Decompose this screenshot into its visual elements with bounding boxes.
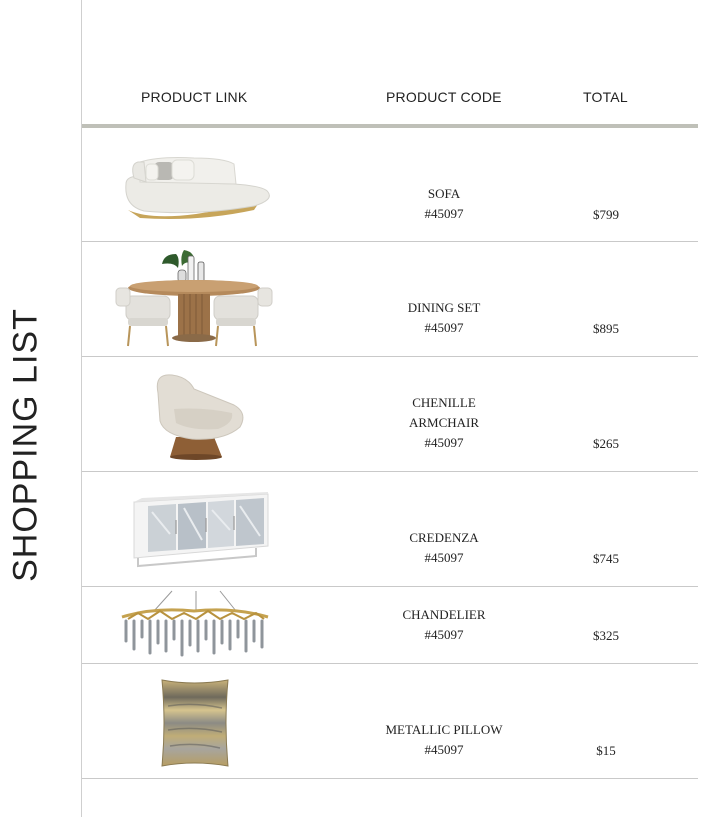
table-row (82, 242, 698, 357)
product-name: METALLIC PILLOW (385, 722, 503, 737)
table-row (82, 664, 698, 779)
product-code-cell (384, 720, 504, 760)
product-code-cell (384, 605, 504, 645)
header-total: TOTAL (583, 89, 628, 105)
header-product-code: PRODUCT CODE (386, 89, 502, 105)
product-code-cell (384, 184, 504, 224)
product-name: DINING SET (407, 300, 481, 315)
product-total: $895 (593, 321, 619, 336)
product-name: SOFA (427, 186, 461, 201)
product-name: CHENILLE ARMCHAIR (408, 395, 480, 430)
product-total: $265 (593, 436, 619, 451)
side-title (0, 0, 52, 817)
product-total: $799 (593, 207, 619, 222)
pillow-image[interactable] (114, 676, 274, 770)
dining-set-image[interactable] (114, 246, 274, 350)
product-total: $745 (593, 551, 619, 566)
product-code: #45097 (424, 550, 464, 565)
product-code: #45097 (424, 206, 464, 221)
armchair-image[interactable] (114, 369, 274, 461)
product-code: #45097 (424, 742, 464, 757)
product-total: $15 (596, 743, 616, 758)
curved-sofa-image[interactable] (114, 154, 274, 224)
product-name: CHANDELIER (402, 607, 486, 622)
shopping-list-title: SHOPPING LIST (6, 308, 45, 582)
product-code: #45097 (424, 435, 464, 450)
product-total: $325 (593, 628, 619, 643)
table-row (82, 472, 698, 587)
product-code-cell (384, 528, 504, 568)
table-row (82, 357, 698, 472)
product-name: CREDENZA (409, 530, 479, 545)
product-code: #45097 (424, 320, 464, 335)
header-product-link: PRODUCT LINK (141, 89, 248, 105)
product-code-cell (384, 393, 504, 453)
product-code: #45097 (424, 627, 464, 642)
product-code-cell (384, 298, 504, 338)
table-row (82, 587, 698, 664)
credenza-image[interactable] (114, 490, 274, 570)
table-row (82, 128, 698, 242)
chandelier-image[interactable] (114, 589, 274, 661)
